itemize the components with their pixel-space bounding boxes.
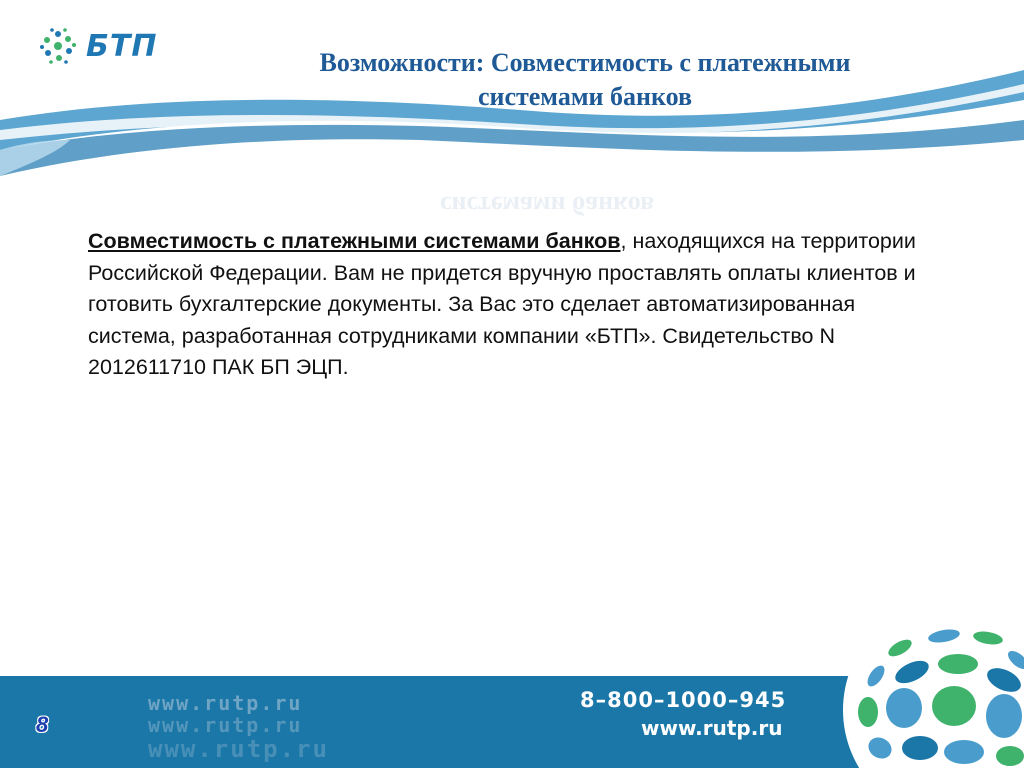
title-reflection: системами банков bbox=[440, 191, 655, 220]
footer-dotted-url-2: www.rutp.ru bbox=[148, 713, 303, 737]
body-text: , находящихся на территории Российской Федерации. Вам не придется вручную проставлять оплаты клиентов и готовить бухгалтерские документы. За Вас это сделает автоматизированная система, разработанная сотрудниками компании «БТП». Свидетельство N 2012611710 ПАК БП ЭЦП. bbox=[88, 229, 916, 379]
footer-website: www.rutp.ru bbox=[641, 716, 783, 740]
footer-dotted-url-3: www.rutp.ru bbox=[148, 735, 329, 763]
slide-title-line-2: системами банков bbox=[477, 82, 693, 111]
footer-phone: 8–800–1000–945 bbox=[580, 688, 787, 712]
footer-dotted-url-1: www.rutp.ru bbox=[148, 691, 303, 715]
body-lead: Совместимость с платежными системами банков bbox=[88, 229, 621, 253]
logo-text: БТП bbox=[86, 28, 158, 64]
page-number: 8 bbox=[36, 712, 49, 737]
slide-title-line-1: Возможности: Совместимость с платежными bbox=[319, 48, 851, 77]
